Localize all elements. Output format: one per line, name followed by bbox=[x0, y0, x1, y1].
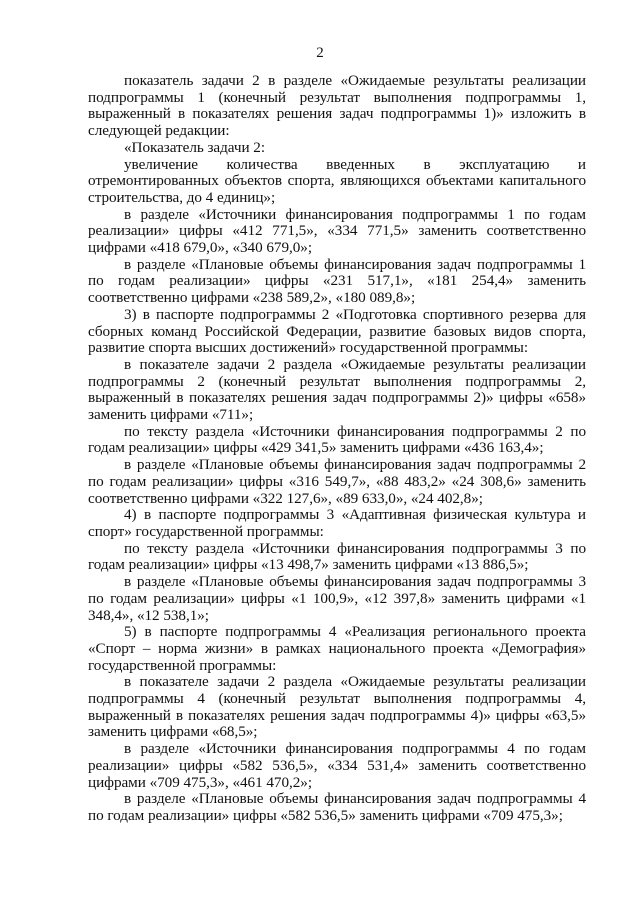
paragraph-15: в разделе «Источники финансирования подпрограммы 4 по годам реализации» цифры «582 536,5», «334 531,4» заменить соответственно цифрами «709 475,3», «461 470,2»; bbox=[88, 740, 586, 791]
paragraph-1: показатель задачи 2 в разделе «Ожидаемые результаты реализации подпрограммы 1 (конечный результат выполнения подпрограммы 1, выраженный в показателях решения задач подпрограммы 1)» изложить в следующей редакции: bbox=[88, 72, 586, 140]
paragraph-10: 4) в паспорте подпрограммы 3 «Адаптивная физическая культура и спорт» государственной программы: bbox=[88, 506, 586, 540]
paragraph-7: в показателе задачи 2 раздела «Ожидаемые результаты реализации подпрограммы 2 (конечный результат выполнения подпрограммы 2, выраженный в показателях решения задач подпрограммы 2)» цифры «658» заменить цифрами «711»; bbox=[88, 355, 586, 424]
paragraph-3: увеличение количества введенных в эксплуатацию и отремонтированных объектов спорта, являющихся объектами капитального строительства, до 4 единиц»; bbox=[88, 155, 586, 206]
paragraph-6: 3) в паспорте подпрограммы 2 «Подготовка спортивного резерва для сборных команд Российской Федерации, развитие базовых видов спорта, развитие спорта высших достижений» государственной программы: bbox=[88, 305, 586, 357]
paragraph-9: в разделе «Плановые объемы финансирования задач подпрограммы 2 по годам реализации» цифры «316 549,7», «88 483,2» «24 308,6» заменить соответственно цифрами «322 127,6», «89 633,0», «24 402,8»; bbox=[88, 456, 586, 507]
document-body bbox=[88, 73, 586, 825]
paragraph-11: по тексту раздела «Источники финансирования подпрограммы 3 по годам реализации» цифры «13 498,7» заменить цифрами «13 886,5»; bbox=[88, 539, 586, 574]
paragraph-16: в разделе «Плановые объемы финансирования задач подпрограммы 4 по годам реализации» цифры «582 536,5» заменить цифрами «709 475,3»; bbox=[88, 790, 586, 824]
paragraph-2: «Показатель задачи 2: bbox=[124, 138, 265, 156]
paragraph-8: по тексту раздела «Источники финансирования подпрограммы 2 по годам реализации» цифры «429 341,5» заменить цифрами «436 163,4»; bbox=[88, 422, 586, 457]
paragraph-4: в разделе «Источники финансирования подпрограммы 1 по годам реализации» цифры «412 771,5», «334 771,5» заменить соответственно цифрами «418 679,0», «340 679,0»; bbox=[88, 205, 586, 257]
page-number: 2 bbox=[316, 45, 324, 61]
paragraph-13: 5) в паспорте подпрограммы 4 «Реализация регионального проекта «Спорт – норма жизни» в рамках национального проекта «Демография» государственной программы: bbox=[88, 623, 586, 674]
paragraph-12: в разделе «Плановые объемы финансирования задач подпрограммы 3 по годам реализации» цифры «1 100,9», «12 397,8» заменить цифрами «1 348,4», «12 538,1»; bbox=[88, 573, 586, 624]
paragraph-5: в разделе «Плановые объемы финансирования задач подпрограммы 1 по годам реализации» цифры «231 517,1», «181 254,4» заменить соответственно цифрами «238 589,2», «180 089,8»; bbox=[88, 255, 586, 307]
paragraph-14: в показателе задачи 2 раздела «Ожидаемые результаты реализации подпрограммы 4 (конечный результат выполнения подпрограммы 4, выраженный в показателях решения задач подпрограммы 4)» цифры «63,5» заменить цифрами «68,5»; bbox=[88, 673, 586, 741]
